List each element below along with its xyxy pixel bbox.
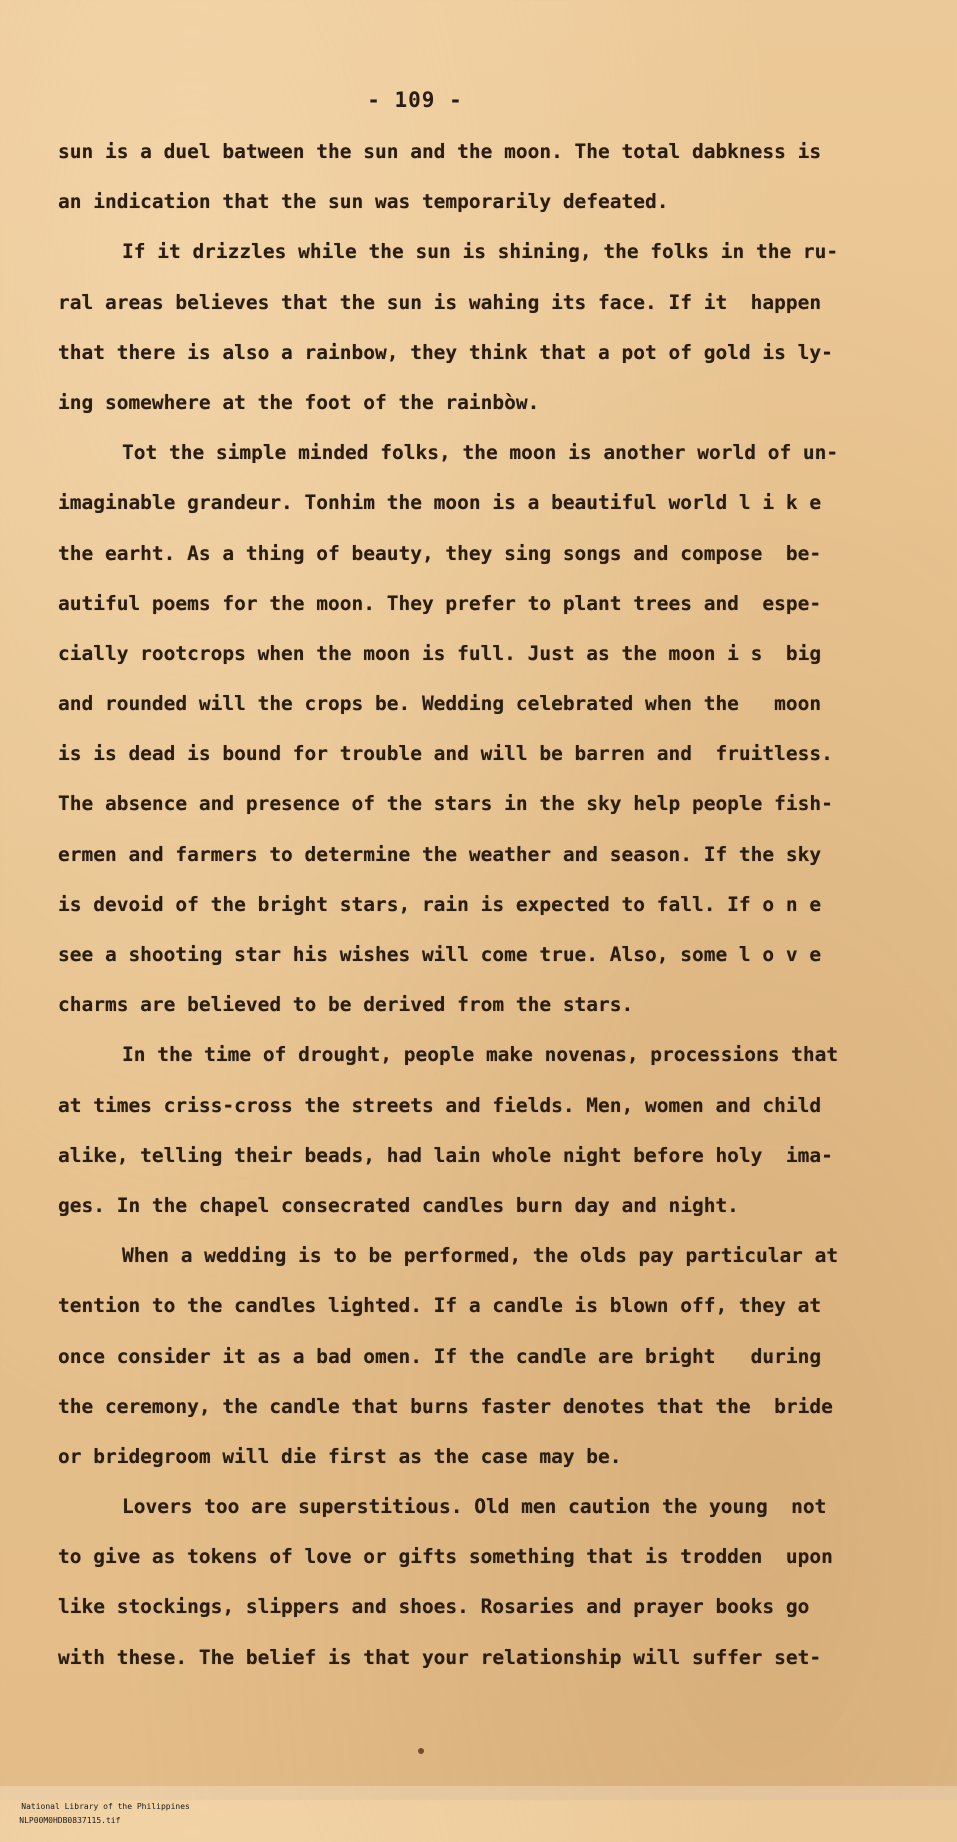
text-line: alike, telling their beads, had lain whole night before holy ima- [58, 1143, 833, 1167]
text-line: When a wedding is to be performed, the olds pay particular at [122, 1244, 839, 1268]
text-line: Tot the simple minded folks, the moon is another world of un- [122, 441, 839, 465]
text-line: ing somewhere at the foot of the rainbòw. [58, 390, 540, 414]
text-line: is is dead is bound for trouble and will be barren and fruitless. [58, 742, 833, 766]
text-line: is devoid of the bright stars, rain is expected to fall. If o n e [58, 892, 822, 916]
text-line: charms are believed to be derived from the stars. [58, 993, 634, 1017]
text-line: In the time of drought, people make novenas, processions that [122, 1043, 839, 1067]
text-line: once consider it as a bad omen. If the candle are bright during [58, 1344, 822, 1368]
text-line: The absence and presence of the stars in the sky help people fish- [58, 792, 833, 816]
text-line: autiful poems for the moon. They prefer to plant trees and espe- [58, 591, 822, 615]
text-line: at times criss-cross the streets and fields. Men, women and child [58, 1093, 822, 1117]
body-text [58, 130, 888, 1686]
text-line: If it drizzles while the sun is shining, the folks in the ru- [122, 240, 839, 264]
text-line: that there is also a rainbow, they think that a pot of gold is ly- [58, 340, 833, 364]
footer-library: National Library of the Philippines [21, 1802, 190, 1811]
text-line: like stockings, slippers and shoes. Rosaries and prayer books go [58, 1595, 810, 1619]
text-line: or bridegroom will die first as the case may be. [58, 1444, 622, 1468]
scan-footer [0, 1786, 957, 1825]
text-line: Lovers too are superstitious. Old men caution the young not [122, 1495, 827, 1519]
text-line: ges. In the chapel consecrated candles burn day and night. [58, 1193, 739, 1217]
text-line: ermen and farmers to determine the weather and season. If the sky [58, 842, 822, 866]
page-number: - 109 - [367, 88, 463, 112]
text-line: with these. The belief is that your relationship will suffer set- [58, 1645, 822, 1669]
text-line: cially rootcrops when the moon is full. Just as the moon i s big [58, 641, 822, 665]
text-line: and rounded will the crops be. Wedding celebrated when the moon [58, 692, 822, 716]
text-line: the ceremony, the candle that burns faster denotes that the bride [58, 1394, 833, 1418]
footer-file: NLP00M0HDB0837115.tif [19, 1816, 121, 1825]
text-line: tention to the candles lighted. If a candle is blown off, they at [58, 1294, 822, 1318]
text-line: see a shooting star his wishes will come true. Also, some l o v e [58, 943, 822, 966]
ink-mark [418, 1748, 424, 1754]
text-line: ral areas believes that the sun is wahing its face. If it happen [58, 290, 822, 314]
text-line: to give as tokens of love or gifts something that is trodden upon [58, 1545, 833, 1569]
text-line: an indication that the sun was temporarily defeated. [58, 190, 669, 214]
text-line: imaginable grandeur. Tonhim the moon is a beautiful world l i k e [58, 491, 822, 515]
text-line: sun is a duel batween the sun and the moon. The total dabkness is [58, 140, 822, 163]
text-line: the earht. As a thing of beauty, they sing songs and compose be- [58, 541, 822, 565]
